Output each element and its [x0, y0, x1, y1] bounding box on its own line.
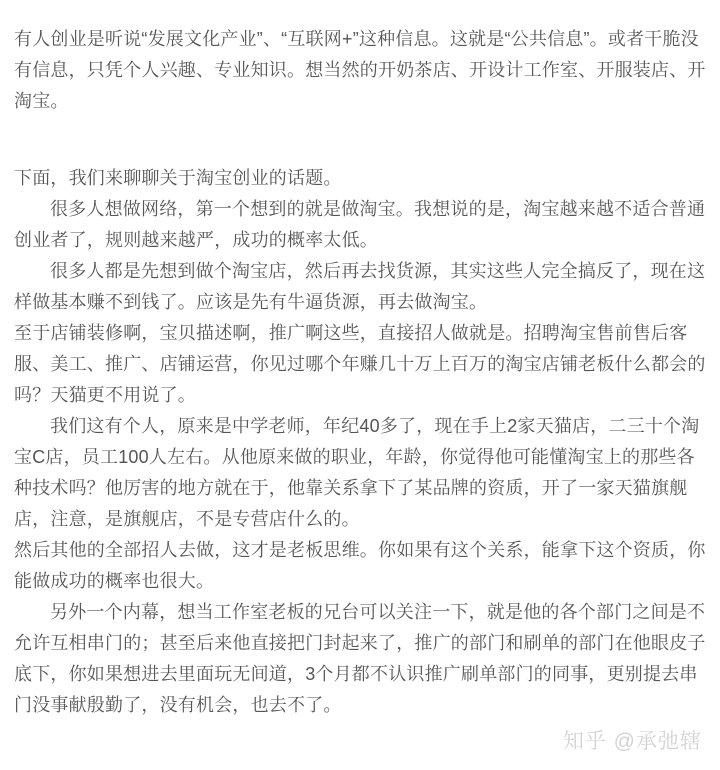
- paragraph-intro: 有人创业是听说“发展文化产业”、“互联网+”这种信息。这就是“公共信息”。或者干脆没有信息，只凭个人兴趣、专业知识。想当然的开奶茶店、开设计工作室、开服装店、开淘宝。: [14, 29, 706, 111]
- paragraph-boss-mindset: 然后其他的全部招人去做，这才是老板思维。你如果有这个关系，能拿下这个资质，你能做成功的概率也很大。: [14, 540, 706, 591]
- paragraph-hire-people: 至于店铺装修啊，宝贝描述啊，推广啊这些，直接招人做就是。招聘淘宝售前售后客服、美工、推广、店铺运营，你见过哪个年赚几十万上百万的淘宝店铺老板什么都会的吗？天猫更不用说了。: [14, 323, 706, 405]
- paragraph-taobao-difficulty: 很多人想做网络，第一个想到的就是做淘宝。我想说的是，淘宝越来越不适合普通创业者了，规则越来越严，成功的概率太低。: [14, 199, 706, 250]
- paragraph-topic: 下面，我们来聊聊关于淘宝创业的话题。: [14, 168, 342, 188]
- zhihu-watermark: 知乎 @承弛辖: [562, 730, 702, 753]
- paragraph-supply-first: 很多人都是先想到做个淘宝店，然后再去找货源，其实这些人完全搞反了，现在这样做基本赚不到钱了。应该是先有牛逼货源，再去做淘宝。: [14, 261, 706, 312]
- paragraph-teacher-example: 我们这有个人，原来是中学老师，年纪40多了，现在手上2家天猫店，二三十个淘宝C店，员工100人左右。从他原来做的职业，年龄，你觉得他可能懂淘宝上的那些各种技术吗？他厉害的地方就在于，他靠关系拿下了某品牌的资质，开了一家天猫旗舰店，注意，是旗舰店，不是专营店什么的。: [14, 416, 700, 529]
- paragraph-insider-info: 另外一个内幕，想当工作室老板的兄台可以关注一下，就是他的各个部门之间是不允许互相串门的；甚至后来他直接把门封起来了，推广的部门和刷单的部门在他眼皮子底下，你如果想进去里面玩无间道，3个月都不认识推广刷单部门的同事，更别提去串门没事献殷勤了，没有机会，也去不了。: [14, 602, 706, 715]
